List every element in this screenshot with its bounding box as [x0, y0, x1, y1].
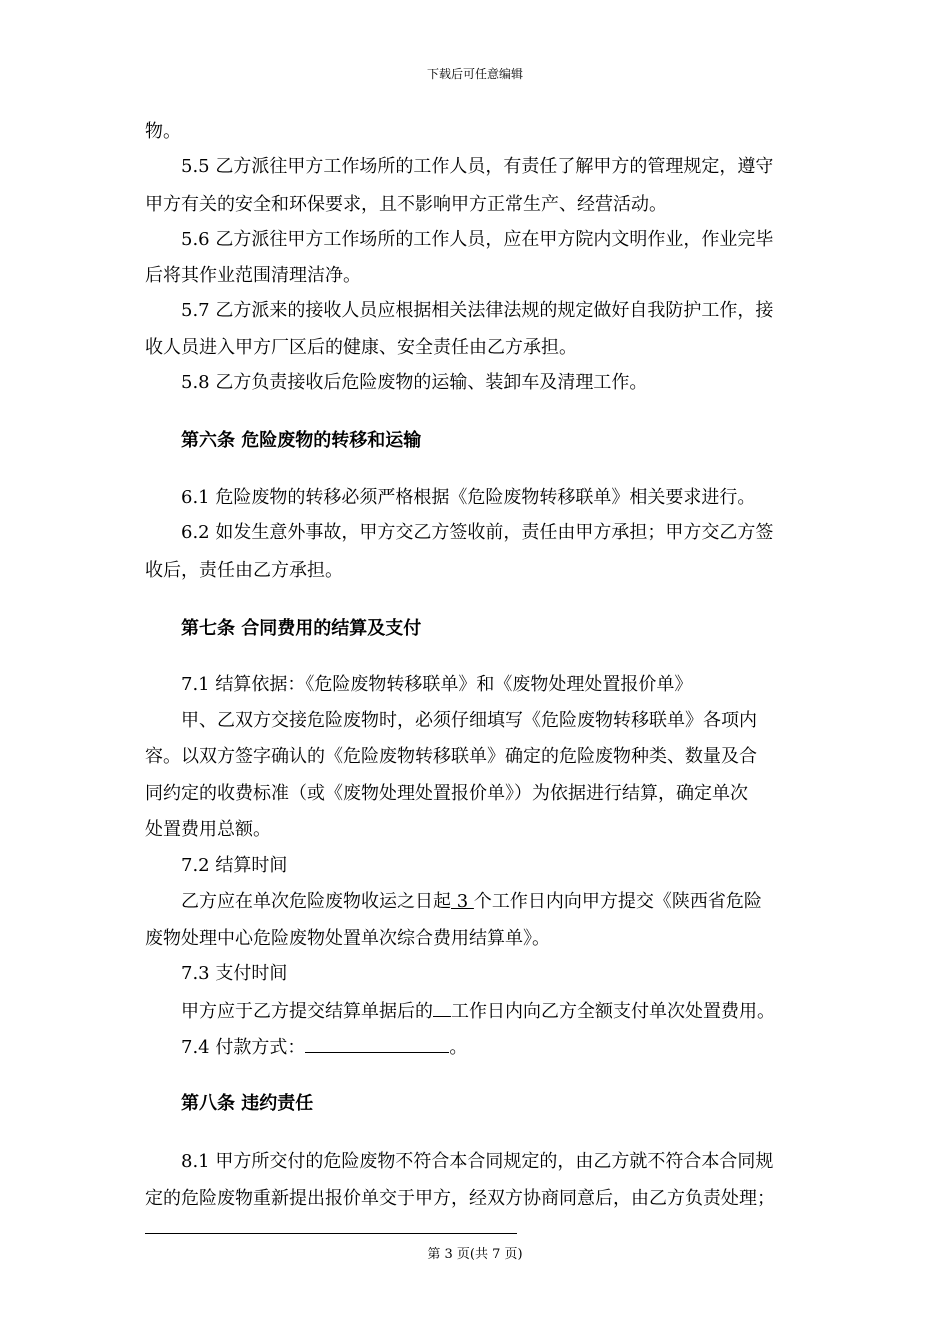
body-line: 处置费用总额。 — [145, 819, 271, 840]
body-line: 同约定的收费标准（或《废物处理处置报价单》）为依据进行结算，确定单次 — [145, 783, 748, 804]
fill-in-blank — [305, 1034, 449, 1053]
clause-7-1: 7.1 结算依据：《危险废物转移联单》和《废物处理处置报价单》 — [181, 674, 693, 695]
clause-7-3: 7.3 支付时间 — [181, 963, 288, 984]
text-segment: 工作日内向乙方全额支付单次处置费用。 — [451, 1001, 775, 1022]
days-value: 3 — [451, 891, 474, 912]
clause-5-8: 5.8 乙方负责接收后危险废物的运输、装卸车及清理工作。 — [181, 372, 648, 393]
footer-rule — [145, 1233, 517, 1234]
body-line: 甲、乙双方交接危险废物时，必须仔细填写《危险废物转移联单》各项内 — [181, 710, 757, 731]
article-7-heading: 第七条 合同费用的结算及支付 — [181, 618, 422, 639]
clause-7-4 — [181, 1034, 467, 1060]
article-6-heading: 第六条 危险废物的转移和运输 — [181, 430, 422, 451]
text-segment: 乙方应在单次危险废物收运之日起 — [181, 891, 451, 912]
clause-5-7: 5.7 乙方派来的接收人员应根据相关法律法规的规定做好自我防护工作，接 — [181, 300, 774, 321]
body-line: 容。以双方签字确认的《危险废物转移联单》确定的危险废物种类、数量及合 — [145, 746, 757, 767]
body-line: 甲方有关的安全和环保要求，且不影响甲方正常生产、经营活动。 — [145, 194, 667, 215]
clause-5-5: 5.5 乙方派往甲方工作场所的工作人员，有责任了解甲方的管理规定，遵守 — [181, 156, 774, 177]
text-segment: 甲方应于乙方提交结算单据后的 — [181, 1001, 433, 1022]
text-segment: 个工作日内向甲方提交《陕西省危险 — [473, 891, 762, 912]
body-line: 定的危险废物重新提出报价单交于甲方，经双方协商同意后，由乙方负责处理； — [145, 1188, 775, 1209]
clause-6-2: 6.2 如发生意外事故，甲方交乙方签收前，责任由甲方承担；甲方交乙方签 — [181, 522, 774, 543]
body-line: 后将其作业范围清理洁净。 — [145, 265, 361, 286]
article-8-heading: 第八条 违约责任 — [181, 1093, 314, 1114]
body-line — [181, 998, 775, 1024]
page-header: 下载后可任意编辑 — [426, 67, 523, 81]
body-line: 物。 — [145, 121, 181, 142]
page-number: 第 3 页(共 7 页) — [427, 1247, 523, 1262]
text-segment: 7.4 付款方式： — [181, 1037, 306, 1058]
text-segment: 。 — [449, 1037, 468, 1058]
clause-5-6: 5.6 乙方派往甲方工作场所的工作人员，应在甲方院内文明作业，作业完毕 — [181, 229, 774, 250]
fill-in-blank — [433, 998, 451, 1017]
body-line: 废物处理中心危险废物处置单次综合费用结算单》。 — [145, 928, 550, 949]
clause-6-1: 6.1 危险废物的转移必须严格根据《危险废物转移联单》相关要求进行。 — [181, 487, 756, 508]
body-line: 收后，责任由乙方承担。 — [145, 560, 343, 581]
clause-7-2: 7.2 结算时间 — [181, 855, 288, 876]
body-line — [181, 890, 762, 914]
clause-8-1: 8.1 甲方所交付的危险废物不符合本合同规定的，由乙方就不符合本合同规 — [181, 1151, 774, 1172]
body-line: 收人员进入甲方厂区后的健康、安全责任由乙方承担。 — [145, 337, 577, 358]
